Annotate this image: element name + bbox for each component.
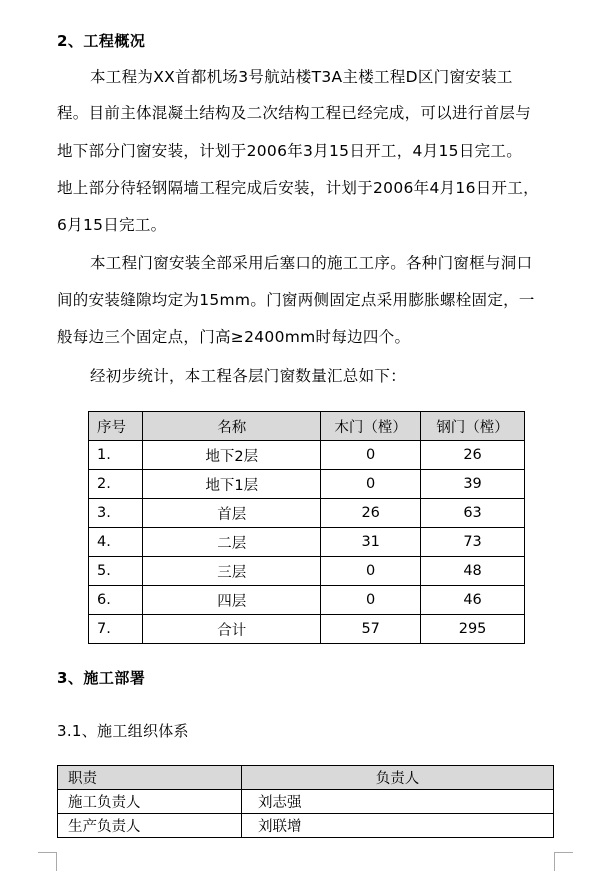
table-row bbox=[89, 586, 525, 615]
table-cell: 0 bbox=[321, 470, 421, 499]
table-cell: 7. bbox=[89, 615, 143, 644]
table-cell: 57 bbox=[321, 615, 421, 644]
table-cell: 48 bbox=[421, 557, 525, 586]
table-cell: 73 bbox=[421, 528, 525, 557]
header-cell: 木门（樘） bbox=[321, 412, 421, 441]
table-row bbox=[58, 814, 554, 838]
table-row bbox=[58, 790, 554, 814]
table-cell: 31 bbox=[321, 528, 421, 557]
table-row bbox=[89, 615, 525, 644]
table-cell: 5. bbox=[89, 557, 143, 586]
table-cell: 生产负责人 bbox=[58, 814, 242, 838]
table-cell: 4. bbox=[89, 528, 143, 557]
table-row bbox=[89, 470, 525, 499]
table-cell: 26 bbox=[321, 499, 421, 528]
table-cell: 295 bbox=[421, 615, 525, 644]
header-cell: 钢门（樘） bbox=[421, 412, 525, 441]
table-cell: 1. bbox=[89, 441, 143, 470]
table-cell: 四层 bbox=[143, 586, 321, 615]
table-cell: 6. bbox=[89, 586, 143, 615]
table-cell: 刘志强 bbox=[242, 790, 554, 814]
table-cell: 二层 bbox=[143, 528, 321, 557]
header-cell: 名称 bbox=[143, 412, 321, 441]
section-heading: 3、施工部署 bbox=[57, 669, 146, 687]
paragraph-line: 程。目前主体混凝土结构及二次结构工程已经完成，可以进行首层与 bbox=[57, 104, 532, 122]
table-cell: 26 bbox=[421, 441, 525, 470]
paragraph-line: 6月15日完工。 bbox=[57, 216, 167, 234]
header-cell: 职责 bbox=[58, 766, 242, 790]
table-cell: 63 bbox=[421, 499, 525, 528]
table-cell: 3. bbox=[89, 499, 143, 528]
table-cell: 首层 bbox=[143, 499, 321, 528]
paragraph-line: 本工程为XX首都机场3号航站楼T3A主楼工程D区门窗安装工 bbox=[90, 68, 513, 86]
table-header-row bbox=[89, 412, 525, 441]
paragraph-line: 般每边三个固定点，门高≥2400mm时每边四个。 bbox=[57, 328, 411, 346]
page-corner-mark bbox=[554, 852, 573, 871]
page-corner-mark bbox=[38, 852, 57, 871]
table-cell: 三层 bbox=[143, 557, 321, 586]
table-row bbox=[89, 528, 525, 557]
paragraph-line: 本工程门窗安装全部采用后塞口的施工工序。各种门窗框与洞口 bbox=[90, 254, 533, 272]
table-cell: 39 bbox=[421, 470, 525, 499]
org-table bbox=[57, 765, 554, 838]
subsection-heading: 3.1、施工组织体系 bbox=[57, 722, 189, 740]
table-cell: 0 bbox=[321, 557, 421, 586]
table-row bbox=[89, 499, 525, 528]
paragraph-line: 地下部分门窗安装，计划于2006年3月15日开工，4月15日完工。 bbox=[57, 142, 523, 160]
paragraph-line: 地上部分待轻钢隔墙工程完成后安装，计划于2006年4月16日开工， bbox=[57, 179, 539, 197]
paragraph-line: 经初步统计，本工程各层门窗数量汇总如下： bbox=[90, 367, 407, 385]
table-cell: 地下2层 bbox=[143, 441, 321, 470]
header-cell: 序号 bbox=[89, 412, 143, 441]
paragraph-line: 间的安装缝隙均定为15mm。门窗两侧固定点采用膨胀螺栓固定，一 bbox=[57, 291, 535, 309]
door-count-table bbox=[88, 411, 525, 644]
section-heading: 2、工程概况 bbox=[57, 32, 146, 50]
table-cell: 2. bbox=[89, 470, 143, 499]
table-row bbox=[89, 557, 525, 586]
table-row bbox=[89, 441, 525, 470]
table-cell: 地下1层 bbox=[143, 470, 321, 499]
table-cell: 0 bbox=[321, 441, 421, 470]
table-cell: 合计 bbox=[143, 615, 321, 644]
table-cell: 46 bbox=[421, 586, 525, 615]
table-header-row bbox=[58, 766, 554, 790]
header-cell: 负责人 bbox=[242, 766, 554, 790]
table-cell: 施工负责人 bbox=[58, 790, 242, 814]
table-cell: 0 bbox=[321, 586, 421, 615]
table-cell: 刘联增 bbox=[242, 814, 554, 838]
